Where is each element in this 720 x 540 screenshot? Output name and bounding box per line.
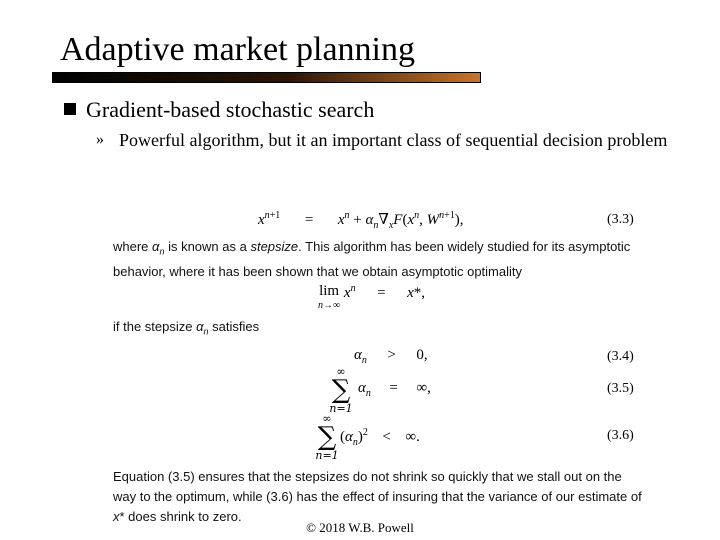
equation-number-3-6: (3.6) [607, 428, 634, 443]
equation-3-5: $\alpha_n$ = ∞, [358, 380, 431, 399]
title-underline [52, 72, 481, 83]
square-bullet-icon [64, 103, 76, 115]
equation-number-3-3: (3.3) [607, 212, 634, 227]
equation-number-3-4: (3.4) [607, 349, 634, 364]
sub-bullet-text: Powerful algorithm, but it an important class of sequential decision problem [119, 130, 668, 150]
bullet-level-2 [96, 128, 676, 152]
equation-3-4: $\alpha_n > 0$, [354, 347, 428, 366]
paragraph-equation-explanation: Equation (3.5) ensures that the stepsizes do not shrink so quickly that we stall out on the way to the optimum, while (3.6) has the effect of insuring that the variance of our estimate of x* does shrink to zero. [113, 469, 642, 524]
bullet-text: Gradient-based stochastic search [86, 97, 375, 122]
paragraph-stepsize-condition: if the stepsize $\alpha_n$ satisfies [113, 319, 260, 337]
copyright-footer: © 2018 W.B. Powell [306, 520, 414, 535]
chevron-bullet-icon: » [96, 131, 104, 148]
summation-3-6: ∞ ∑ n=1 [315, 412, 339, 462]
summation-3-5: ∞ ∑ n=1 [329, 365, 353, 415]
limit-equation: lim $^{n\to\infty}$ $x^n = x*$, [318, 283, 425, 311]
equation-number-3-5: (3.5) [607, 381, 634, 396]
paragraph-stepsize: where $\alpha_n$ is known as a stepsize. This algorithm has been widely studied for its asymptotic behavior, where it has been shown that we obtain asymptotic optimality [113, 239, 631, 279]
equation-3-3: $x^{n+1} = x^n + \alpha_n\nabla_xF(x^n$, $W^{n+1}$), [258, 210, 464, 231]
slide-title: Adaptive market planning [60, 31, 416, 68]
bullet-level-1 [64, 96, 374, 124]
equation-3-6: $(\alpha_n)^2$ < ∞. [340, 427, 420, 448]
